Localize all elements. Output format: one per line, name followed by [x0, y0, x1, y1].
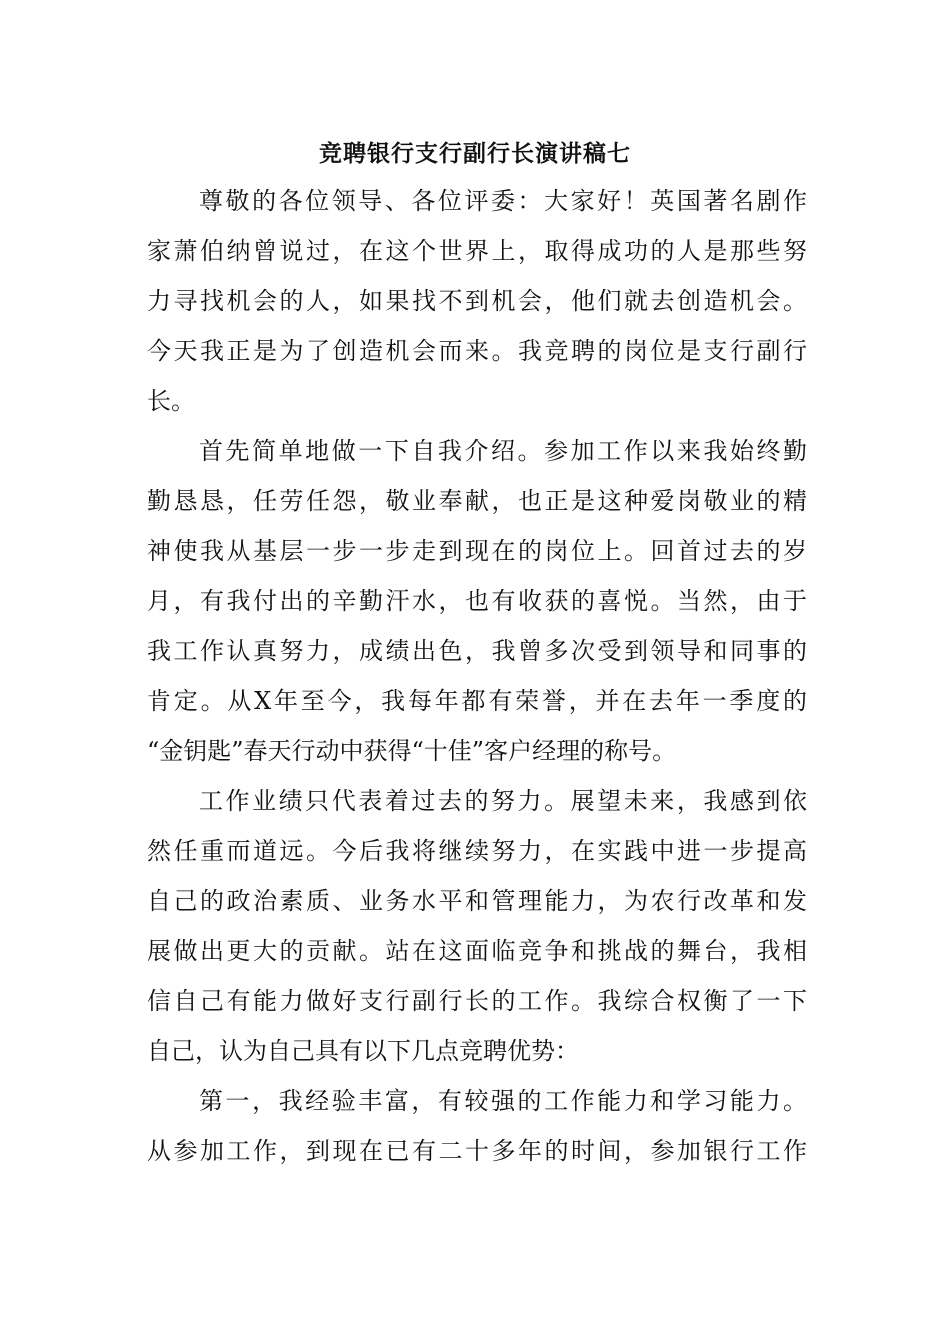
- paragraph-3-line-4: 展做出更大的贡献。站在这面临竞争和挑战的舞台，我相: [147, 937, 807, 965]
- paragraph-1-line-3: 力寻找机会的人，如果找不到机会，他们就去创造机会。: [147, 287, 807, 315]
- paragraph-3-line-1: 工作业绩只代表着过去的努力。展望未来，我感到依: [199, 787, 807, 815]
- paragraph-1-line-1: 尊敬的各位领导、各位评委：大家好！英国著名剧作: [199, 187, 807, 215]
- paragraph-2-line-2: 勤恳恳，任劳任怨，敬业奉献，也正是这种爱岗敬业的精: [147, 487, 807, 515]
- paragraph-2-line-1: 首先简单地做一下自我介绍。参加工作以来我始终勤: [199, 437, 807, 465]
- paragraph-2-line-3: 神使我从基层一步一步走到现在的岗位上。回首过去的岁: [147, 537, 807, 565]
- paragraph-1-line-4: 今天我正是为了创造机会而来。我竞聘的岗位是支行副行: [147, 337, 807, 365]
- paragraph-2-line-5: 我工作认真努力，成绩出色，我曾多次受到领导和同事的: [147, 637, 807, 665]
- paragraph-3-line-5: 信自己有能力做好支行副行长的工作。我综合权衡了一下: [147, 987, 807, 1015]
- paragraph-2-line-4: 月，有我付出的辛勤汗水，也有收获的喜悦。当然，由于: [147, 587, 807, 615]
- paragraph-1-line-5: 长。: [147, 387, 195, 415]
- paragraph-3-line-2: 然任重而道远。今后我将继续努力，在实践中进一步提高: [147, 837, 807, 865]
- paragraph-3-line-6: 自己，认为自己具有以下几点竞聘优势：: [147, 1037, 579, 1065]
- paragraph-1-line-2: 家萧伯纳曾说过，在这个世界上，取得成功的人是那些努: [147, 237, 807, 265]
- paragraph-3-line-3: 自己的政治素质、业务水平和管理能力，为农行改革和发: [147, 887, 807, 915]
- paragraph-4-line-2: 从参加工作，到现在已有二十多年的时间，参加银行工作: [147, 1137, 807, 1165]
- paragraph-2-line-7: “金钥匙”春天行动中获得“十佳”客户经理的称号。: [147, 737, 677, 765]
- paragraph-4-line-1: 第一，我经验丰富，有较强的工作能力和学习能力。: [199, 1087, 807, 1115]
- document-title: 竞聘银行支行副行长演讲稿七: [319, 140, 631, 167]
- paragraph-2-line-6: 肯定。从X年至今，我每年都有荣誉，并在去年一季度的: [147, 687, 807, 715]
